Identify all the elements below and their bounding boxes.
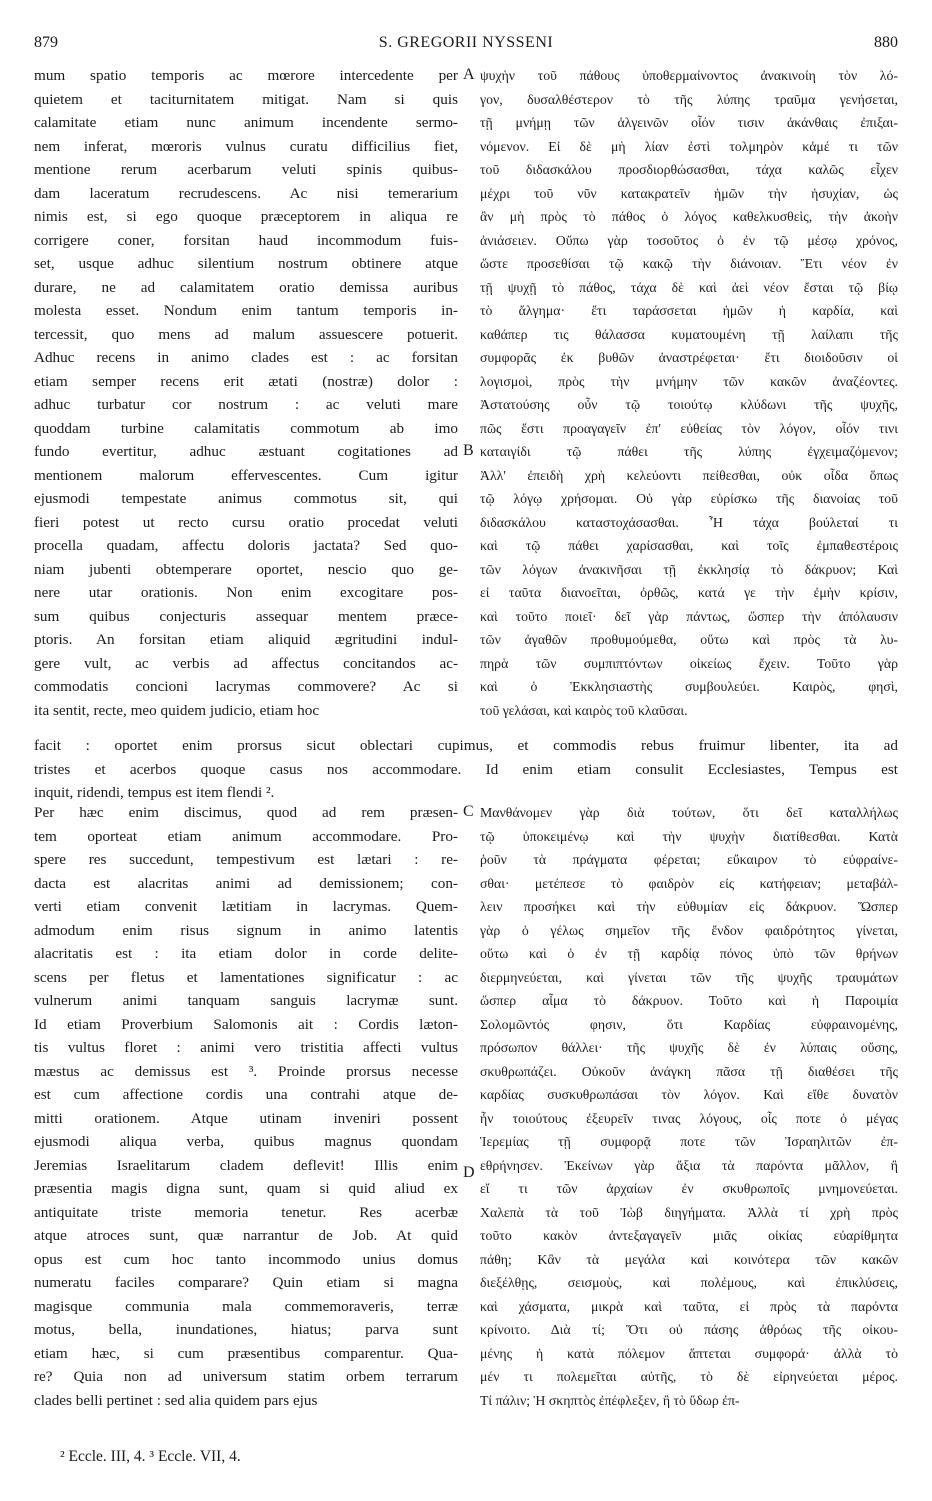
greek-top-line: ψυχὴν τοῦ πάθους ὑποθερμαίνοντος ἀνακινοίη τὸν λό-: [480, 68, 898, 83]
latin-bottom-line: ejusmodi aliqua verba, quibus magnus quondam: [34, 1133, 458, 1150]
page-number-left: 879: [34, 34, 58, 51]
greek-top-line: ὥστε προσεθίσαι τῷ κακῷ τὴν διάνοιαν. Ἔτι νέον ἐν: [480, 256, 898, 271]
latin-top-line: fundo evertitur, adhuc æstuant cogitationes ad: [34, 443, 458, 460]
latin-top-line: quietem et taciturnitatem mitigat. Nam si quis: [34, 90, 458, 108]
latin-bottom-line: tis vultus floret : animi vero tristitia affecti vultus: [34, 1039, 458, 1056]
latin-bottom-line: atque atroces sunt, quæ narrantur de Job. At quid: [34, 1227, 458, 1244]
greek-bottom-line: γὰρ ὁ γέλως σημεῖον τῆς ἔνδον φαιδρότητος γίνεται,: [480, 922, 898, 938]
greek-top-line: Ἀστατούσης οὖν τῷ τοιούτῳ κλύδωνι τῆς ψυχῆς,: [480, 397, 898, 412]
greek-column-top: [480, 64, 898, 722]
greek-top-line: καὶ τοῦτο ποιεῖ· δεῖ γὰρ πάντως, ὥσπερ τὴν ἀπόλαυσιν: [480, 608, 898, 624]
latin-top-line: ptoris. An forsitan etiam aliquid ægritudini indul-: [34, 631, 458, 648]
greek-bottom-line: λειν προσήκει καὶ τὴν εὐθυμίαν εἰς δάκρυον. Ὥσπερ: [480, 899, 898, 914]
latin-top-line: nere utar orationis. Non enim excogitare pos-: [34, 584, 458, 601]
greek-top-line: συμφορᾶς ἐκ βυθῶν ἀναστρέφεται· ἔτι διοιδοῦσιν οἱ: [480, 350, 898, 365]
greek-bottom-line: Χαλεπὰ τὰ τοῦ Ἰὼβ διηγήματα. Ἀλλὰ τί χρὴ πρὸς: [480, 1204, 898, 1220]
section-marker-c: C: [463, 803, 474, 820]
full-width-line: tristes et acerbos quoque casus nos accommodare. Id enim etiam consulit Ecclesiastes, Tempus est: [34, 760, 898, 778]
latin-top-line: durare, ne ad calamitatem oratio demissa auribus: [34, 278, 458, 296]
latin-top-line: quoddam turbine calamitatis commotum ab imo: [34, 419, 458, 437]
greek-bottom-line: κρίνοιτο. Διὰ τί; Ὅτι οὐ πάσης ἀθρόως τῆς οἰκου-: [480, 1322, 898, 1337]
greek-bottom-line: οὕτω καὶ ὁ ἐν τῇ καρδίᾳ πόνος ὑπὸ τῶν θρήνων: [480, 946, 898, 961]
greek-top-line: καὶ τῷ πάθει χαρίσασθαι, καὶ τοῖς ἐμπαθεστέροις: [480, 538, 898, 553]
greek-bottom-line: ἦν τοιούτους ἐξευρεῖν τινας λόγους, οἷς ποτε ὁ μέγας: [480, 1110, 898, 1126]
greek-bottom-line: Τί πάλιν; Ἡ σκηπτὸς ἐπέφλεξεν, ἢ τὸ ὕδωρ ἐπ-: [480, 1392, 740, 1408]
latin-bottom-line: alacritatis est : ita etiam dolor in corde delite-: [34, 945, 458, 962]
greek-top-line: τῶν ἀγαθῶν προθυμούμεθα, οὕτω καὶ πρὸς τὰ λυ-: [480, 632, 898, 647]
greek-top-line: τοῦ διδασκάλου προσδιορθώσασθαι, τάχα καλῶς εἶχεν: [480, 162, 898, 177]
greek-bottom-line: Μανθάνομεν γὰρ διὰ τούτων, ὅτι δεῖ καταλλήλως: [480, 805, 898, 820]
greek-top-line: εἰ ταῦτα διανοεῖται, ὀρθῶς, κατά γε τὴν ἐμὴν κρίσιν,: [480, 585, 898, 600]
latin-top-line: corrigere coner, forsitan haud incommodum fuis-: [34, 231, 458, 249]
greek-bottom-line: Σολομῶντός φησιν, ὅτι Καρδίας εὐφραινομένης,: [480, 1016, 898, 1032]
latin-top-line: etiam semper recens erit ætati (nostræ) dolor :: [34, 372, 458, 390]
page-number-right: 880: [874, 34, 898, 51]
latin-bottom-line: admodum enim risus signum in animo latentis: [34, 921, 458, 939]
latin-top-line: dam laceratum recrudescens. Ac nisi temerarium: [34, 184, 458, 202]
page-header: [34, 34, 898, 58]
latin-bottom-line: Per hæc enim discimus, quod ad rem præsen-: [34, 804, 458, 821]
latin-bottom-line: antiquitate triste memoria tenetur. Res acerbæ: [34, 1203, 458, 1221]
latin-bottom-line: vulnerum animi tanquam sanguis lacrymæ sunt.: [34, 992, 458, 1009]
greek-top-line: γον, δυσαλθέστερον τὸ τῆς λύπης τραῦμα γενήσεται,: [480, 91, 898, 107]
latin-bottom-line: scens per fletus et lamentationes significatur : ac: [34, 968, 458, 986]
latin-bottom-line: verti etiam convenit lætitiam in lacrymas. Quem-: [34, 898, 458, 915]
latin-top-line: mentione rerum acerbarum veluti spinis quibus-: [34, 161, 458, 178]
greek-column-bottom: [480, 801, 898, 1412]
running-head: S. GREGORII NYSSENI: [378, 34, 554, 51]
latin-top-line: set, usque adhuc silentium nostrum obtinere atque: [34, 255, 458, 272]
greek-bottom-line: καὶ χάσματα, μικρὰ καὶ ταῦτα, εἰ πρὸς τὰ παρόντα: [480, 1298, 898, 1314]
full-width-line: facit : oportet enim prorsus sicut oblectari cupimus, et commodis rebus fruimur libenter, ita ad: [34, 737, 898, 754]
latin-column-top: [34, 64, 458, 722]
latin-top-line: niam jubenti obtemperare oportet, nescio quo ge-: [34, 560, 458, 578]
greek-bottom-line: Ἱερεμίας τῇ συμφορᾷ ποτε τῶν Ἰσραηλιτῶν ἐπ-: [480, 1134, 898, 1149]
latin-bottom-line: opus est cum hoc tanto incommodo unius domus: [34, 1250, 458, 1268]
latin-bottom-line: mæstus ac demissus est ³. Proinde prorsus necesse: [34, 1062, 458, 1080]
greek-top-line: τῇ μνήμῃ τῶν ἀλγεινῶν οἷόν τισιν ἀκάνθαις ἐπιξαι-: [480, 115, 898, 130]
latin-top-line: gere vult, ac verbis ad affectus concitandos ac-: [34, 654, 458, 672]
latin-bottom-line: dacta est alacritas animi ad demissionem; con-: [34, 874, 458, 892]
latin-bottom-line: motus, bella, inundationes, hiatus; parva sunt: [34, 1321, 458, 1338]
greek-top-line: τῇ ψυχῇ τὸ πάθος, τάχα δὲ καὶ ἀεὶ νέον ἔσται τῷ βίῳ: [480, 279, 898, 295]
latin-top-line: nimis est, si ego quoque præceptorem in aliqua re: [34, 208, 458, 225]
greek-bottom-line: ῥοῦν τὰ πράγματα φέρεται; εὔκαιρον τὸ εὐφραίνε-: [480, 852, 898, 867]
latin-top-line: molesta esset. Nondum enim tantum temporis in-: [34, 302, 458, 319]
latin-top-line: Adhuc recens in animo clades est : ac forsitan: [34, 349, 458, 366]
footnotes: ² Eccle. III, 4. ³ Eccle. VII, 4.: [60, 1448, 241, 1465]
latin-bottom-line: clades belli pertinet : sed alia quidem pars ejus: [34, 1391, 318, 1409]
greek-top-line: ἀνιάσειεν. Οὔπω γὰρ τοσοῦτος ὁ ἐν τῷ μέσῳ χρόνος,: [480, 232, 898, 248]
latin-bottom-line: re? Quia non ad universum statim orbem terrarum: [34, 1368, 458, 1385]
greek-top-line: καθάπερ τις θάλασσα κυματουμένη τῇ λαίλαπι τῆς: [480, 326, 898, 342]
latin-top-line: commodatis concioni lacrymas commovere? Ac si: [34, 678, 458, 695]
greek-bottom-line: μέν τι πολεμεῖται αὐτῆς, τὸ δὲ εἰρηνεύεται μέρος.: [480, 1369, 898, 1384]
latin-bottom-line: spere res succedunt, tempestivum est lætari : re-: [34, 851, 458, 868]
greek-bottom-line: σθαι· μετέπεσε τὸ φαιδρὸν εἰς κατήφειαν; μεταβάλ-: [480, 875, 898, 891]
latin-bottom-line: etiam hæc, si cum præsentibus comparentur. Qua-: [34, 1344, 458, 1362]
section-marker-b: B: [463, 442, 474, 459]
section-marker-a: A: [463, 66, 475, 83]
full-width-line: inquit, ridendi, tempus est item flendi ².: [34, 784, 275, 801]
greek-top-line: πῶς ἔστι προαγαγεῖν ἐπ' εὐθείας τὸν λόγον, οἷόν τινι: [480, 420, 898, 436]
greek-bottom-line: πρόσωπον θάλλει· τῆς ψυχῆς δὲ ἐν λύπαις οὔσης,: [480, 1040, 898, 1055]
latin-bottom-line: mitti orationem. Atque utinam inveniri possent: [34, 1109, 458, 1127]
greek-top-line: καὶ ὁ Ἐκκλησιαστὴς συμβουλεύει. Καιρὸς, φησὶ,: [480, 679, 898, 694]
greek-top-line: λογισμοὶ, πρὸς τὴν μνήμην τῶν κακῶν ἀναζέοντες.: [480, 373, 898, 389]
latin-top-line: tercessit, quo mens ad malum assuescere potuerit.: [34, 325, 458, 343]
greek-top-line: ἂν μὴ πρὸς τὸ πάθος ὁ λόγος καθελκυσθεὶς, τὴν ἀκοὴν: [480, 209, 898, 224]
full-width-passage: [34, 734, 898, 805]
greek-bottom-line: σκυθρωπάζει. Οὐκοῦν ἀνάγκη πᾶσα τῇ διαθέσει τῆς: [480, 1063, 898, 1079]
latin-bottom-line: est cum affectione cordis una contrahi atque de-: [34, 1086, 458, 1103]
latin-bottom-line: magisque communia mala commemoraveris, terræ: [34, 1297, 458, 1315]
greek-bottom-line: τῷ ὑποκειμένῳ καὶ τὴν ψυχὴν διατίθεσθαι. Κατὰ: [480, 828, 898, 844]
greek-top-line: τῶν λόγων ἀνακινῆσαι τῇ ἐκκλησίᾳ τὸ δάκρυον; Καὶ: [480, 561, 898, 577]
greek-top-line: νόμενον. Εἰ δὲ μὴ λίαν ἐστὶ τολμηρὸν κἀμέ τι τῶν: [480, 138, 898, 154]
greek-top-line: μέχρι τοῦ νῦν κατακρατεῖν ἡμῶν τὴν ἡσυχίαν, ὡς: [480, 185, 898, 201]
greek-bottom-line: καρδίας συσκυθρωπάσαι τὸν λόγον. Καὶ εἴθε δυνατὸν: [480, 1087, 898, 1102]
latin-top-line: fieri potest ut recto cursu oratio procedat veluti: [34, 513, 458, 531]
latin-top-line: sum quibus conjecturis assequar mentem præce-: [34, 607, 458, 625]
greek-top-line: καταιγίδι τῷ πάθει τῆς λύπης ἐγχειμαζόμενον;: [480, 444, 898, 459]
greek-top-line: τοῦ γελάσαι, καὶ καιρὸς τοῦ κλαῦσαι.: [480, 702, 688, 718]
latin-top-line: ejusmodi tempestate animus commotus sit, qui: [34, 490, 458, 507]
latin-bottom-line: tem oporteat etiam animum accommodare. Pro-: [34, 827, 458, 845]
latin-top-line: adhuc turbatur cor nostrum : ac veluti mare: [34, 396, 458, 413]
greek-bottom-line: πάθη; Κἂν τὰ μεγάλα καὶ κοινότερα τῶν κακῶν: [480, 1251, 898, 1267]
latin-column-bottom: [34, 801, 458, 1412]
greek-bottom-line: ὥσπερ αἷμα τὸ δάκρυον. Τοῦτο καὶ ἡ Παροιμία: [480, 993, 898, 1008]
greek-bottom-line: διερμηνεύεται, καὶ γίνεται τῶν τῆς ψυχῆς τραυμάτων: [480, 969, 898, 985]
greek-top-line: τῷ λόγῳ χρήσομαι. Οὐ γὰρ εὑρίσκω τῆς διανοίας τοῦ: [480, 491, 898, 506]
latin-top-line: mum spatio temporis ac mœrore intercedente per: [34, 67, 458, 84]
latin-top-line: ita sentit, recte, meo quidem judicio, etiam hoc: [34, 701, 320, 719]
greek-bottom-line: διεξέλθῃς, σεισμοὺς, καὶ πολέμους, καὶ ἐπικλύσεις,: [480, 1275, 898, 1290]
latin-bottom-line: Id etiam Proverbium Salomonis ait : Cordis læton-: [34, 1015, 458, 1033]
greek-top-line: πηρὰ τῶν συμπιπτόντων οἰκείως ἔχειν. Τοῦτο γὰρ: [480, 655, 898, 671]
latin-bottom-line: numeratu faciles comparare? Quin etiam si magna: [34, 1274, 458, 1291]
greek-top-line: διδασκάλου καταστοχάσασθαι. Ἦ τάχα βούλεταί τι: [480, 514, 898, 530]
greek-top-line: Ἀλλ' ἐπειδὴ χρὴ κελεύοντι πείθεσθαι, οὐκ οἶδα ὅπως: [480, 467, 898, 483]
latin-top-line: procella quadam, affectu doloris jactata? Sed quo-: [34, 537, 458, 554]
latin-top-line: calamitate etiam nunc animum incendente sermo-: [34, 114, 458, 131]
latin-bottom-line: Jeremias Israelitarum cladem deflevit! Illis enim: [34, 1156, 458, 1174]
latin-top-line: nem inferat, mœroris vulnus curatu difficilius fiet,: [34, 137, 458, 155]
greek-bottom-line: εἴ τι τῶν ἀρχαίων ἐν σκυθρωποῖς μνημονεύεται.: [480, 1181, 898, 1196]
latin-bottom-line: præsentia magis digna sunt, quam si quid aliud ex: [34, 1180, 458, 1197]
latin-top-line: mentionem malorum effervescentes. Cum igitur: [34, 466, 458, 484]
greek-bottom-line: μένης ἡ κατὰ πόλεμον ἅπτεται συμφορά· ἀλλὰ τὸ: [480, 1345, 898, 1361]
greek-bottom-line: τοῦτο κακὸν ἀντεξαγαγεῖν μιᾶς οἰκίας εὐαρίθμητα: [480, 1228, 898, 1243]
greek-top-line: τὸ ἄλγημα· ἔτι ταράσσεται ἡμῶν ἡ καρδία, καὶ: [480, 303, 898, 318]
greek-bottom-line: εθρήνησεν. Ἐκείνων γὰρ ἄξια τὰ παρόντα μᾶλλον, ἢ: [480, 1157, 898, 1173]
section-marker-d: D: [463, 1164, 475, 1181]
